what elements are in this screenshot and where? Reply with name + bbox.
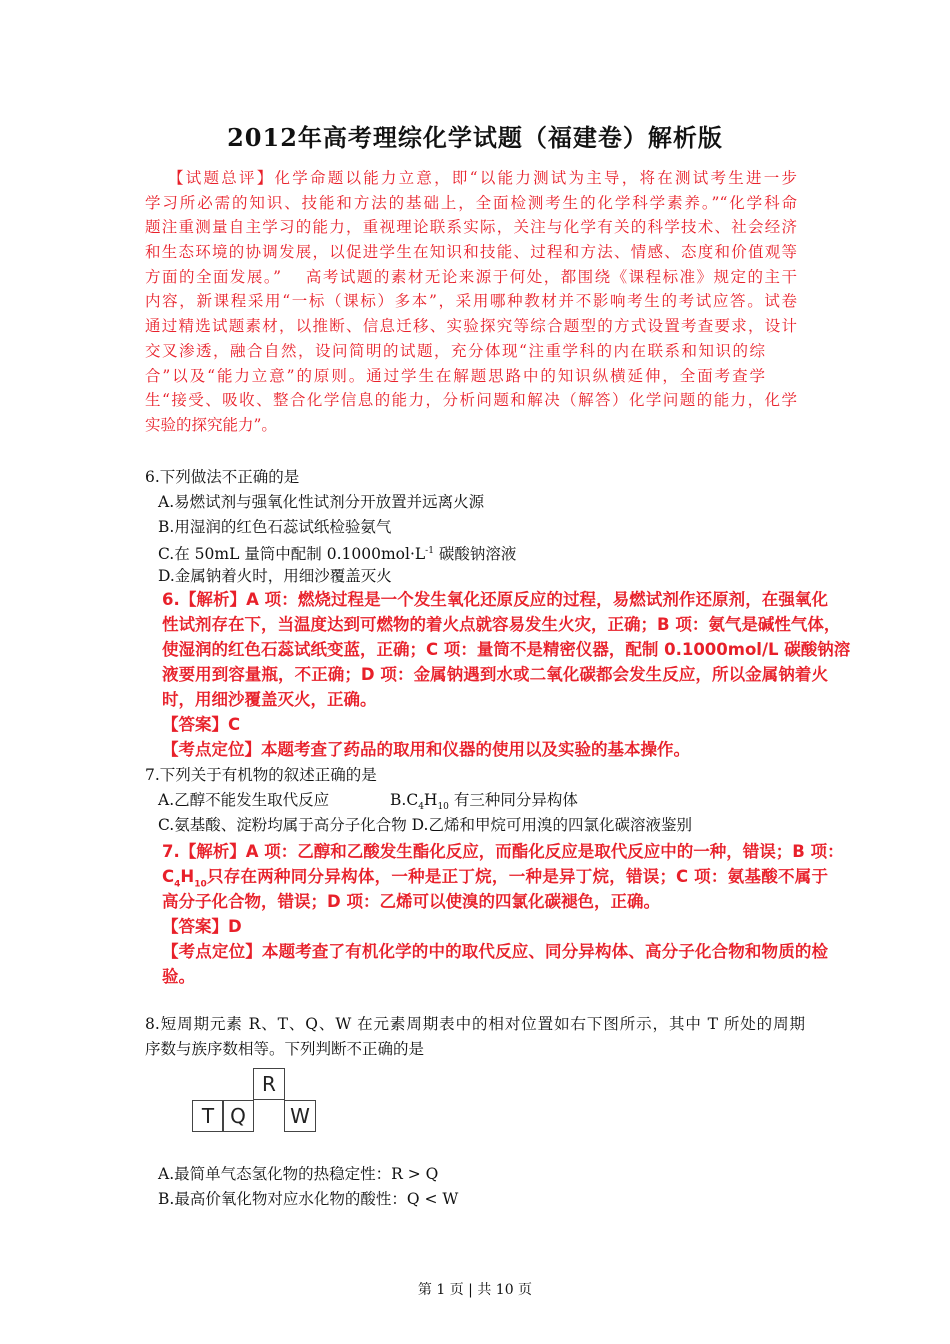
question-8-options [158, 1162, 458, 1212]
option-ab: A.乙醇不能发生取代反应 $B.C_4H_{10}$ 有三种同分异构体 [158, 790, 578, 812]
analysis-line: 时，用细沙覆盖灭火，正确。 [162, 690, 377, 709]
analysis-line: 6.【解析】A 项：燃烧过程是一个发生氧化还原反应的过程，易燃试剂作还原剂，在强氧化 [162, 590, 828, 609]
key-point: 【考点定位】本题考查了有机化学的中的取代反应、同分异构体、高分子化合物和物质的检 [162, 942, 828, 961]
summary-line: 题注重测量自主学习的能力，重视理论联系实际，关注与化学有关的科学技术、社会经济 [145, 218, 797, 237]
option-b: B.用湿润的红色石蕊试纸检验氨气 [158, 517, 392, 536]
question-6-analysis [162, 587, 851, 762]
analysis-line: $C_4H_{10}$只存在两种同分异构体，一种是正丁烷，一种是异丁烷，错误；C 项：氨基酸不属于 [162, 867, 828, 890]
question-stem: 7.下列关于有机物的叙述正确的是 [145, 766, 377, 784]
option-a: A.易燃试剂与强氧化性试剂分开放置并远离火源 [158, 492, 485, 511]
question-stem: 8.短周期元素 R、T、Q、W 在元素周期表中的相对位置如右下图所示，其中 T 所处的周期 [145, 1015, 805, 1033]
summary-line: 实验的探究能力”。 [145, 415, 277, 434]
option-c: C.在 50mL 量筒中配制 $0.1000mol\cdot L^{-1}$ 碳酸钠溶液 [158, 545, 517, 564]
option-d: D.金属钠着火时，用细沙覆盖灭火 [158, 567, 392, 586]
option-b: B.最高价氧化物对应水化物的酸性：Q < W [158, 1189, 459, 1208]
summary-line: 内容，新课程采用“一标（课标）多本”，采用哪种教材并不影响考生的考试应答。试卷 [145, 292, 797, 311]
analysis-line: 7.【解析】A 项：乙醇和乙酸发生酯化反应，而酯化反应是取代反应中的一种，错误；B 项： [162, 842, 844, 861]
answer: 【答案】C [162, 715, 241, 734]
key-point: 【考点定位】本题考查了药品的取用和仪器的使用以及实验的基本操作。 [162, 740, 690, 759]
cell-r: R [253, 1068, 285, 1100]
question-8 [145, 1012, 805, 1062]
summary-line: 通过精选试题素材，以推断、信息迁移、实验探究等综合题型的方式设置考查要求，设计 [145, 317, 797, 336]
summary-line: 方面的全面发展。” 高考试题的素材无论来源于何处，都围绕《课程标准》规定的主干 [145, 267, 797, 286]
summary-line: 【试题总评】化学命题以能力立意，即“以能力测试为主导，将在测试考生进一步 [168, 169, 797, 187]
question-6 [145, 465, 516, 589]
analysis-line: 高分子化合物，错误；D 项：乙烯可以使溴的四氯化碳褪色，正确。 [162, 892, 660, 911]
summary-line: 和生态环境的协调发展，以促进学生在知识和技能、过程和方法、情感、态度和价值观等 [145, 243, 797, 262]
question-7-analysis [162, 839, 844, 989]
analysis-line: 性试剂存在下，当温度达到可燃物的着火点就容易发生火灾，正确；B 项：氨气是碱性气体， [162, 615, 841, 634]
cell-q: Q [222, 1100, 254, 1132]
exam-summary [145, 166, 797, 438]
question-7 [145, 763, 692, 837]
question-stem: 序数与族序数相等。下列判断不正确的是 [145, 1039, 425, 1058]
key-point: 验。 [162, 967, 195, 986]
page-title: 2012年高考理综化学试题（福建卷）解析版 [227, 123, 723, 152]
answer: 【答案】D [162, 917, 242, 936]
cell-t: T [192, 1100, 224, 1132]
cell-w: W [284, 1100, 316, 1132]
summary-line: 交叉渗透，融合自然，设问简明的试题，充分体现“注重学科的内在联系和知识的综 [145, 341, 765, 360]
summary-line: 生“接受、吸收、整合化学信息的能力，分析问题和解决（解答）化学问题的能力，化学 [145, 391, 797, 410]
analysis-line: 使湿润的红色石蕊试纸变蓝，正确；C 项：量筒不是精密仪器，配制 0.1000mol/L 碳酸钠溶 [162, 640, 851, 659]
option-a: A.最简单气态氢化物的热稳定性：R > Q [158, 1165, 439, 1183]
question-stem: 6.下列做法不正确的是 [145, 468, 300, 486]
summary-line: 合”以及“能力立意”的原则。通过学生在解题思路中的知识纵横延伸，全面考查学 [145, 366, 765, 385]
page-footer: 第 1 页 | 共 10 页 [417, 1282, 533, 1298]
option-cd: C.氨基酸、淀粉均属于高分子化合物 D.乙烯和甲烷可用溴的四氯化碳溶液鉴别 [158, 815, 692, 834]
summary-line: 学习所必需的知识、技能和方法的基础上，全面检测考生的化学科学素养。”“化学科命 [145, 193, 797, 212]
analysis-line: 液要用到容量瓶，不正确；D 项：金属钠遇到水或二氧化碳都会发生反应，所以金属钠着火 [162, 665, 828, 684]
